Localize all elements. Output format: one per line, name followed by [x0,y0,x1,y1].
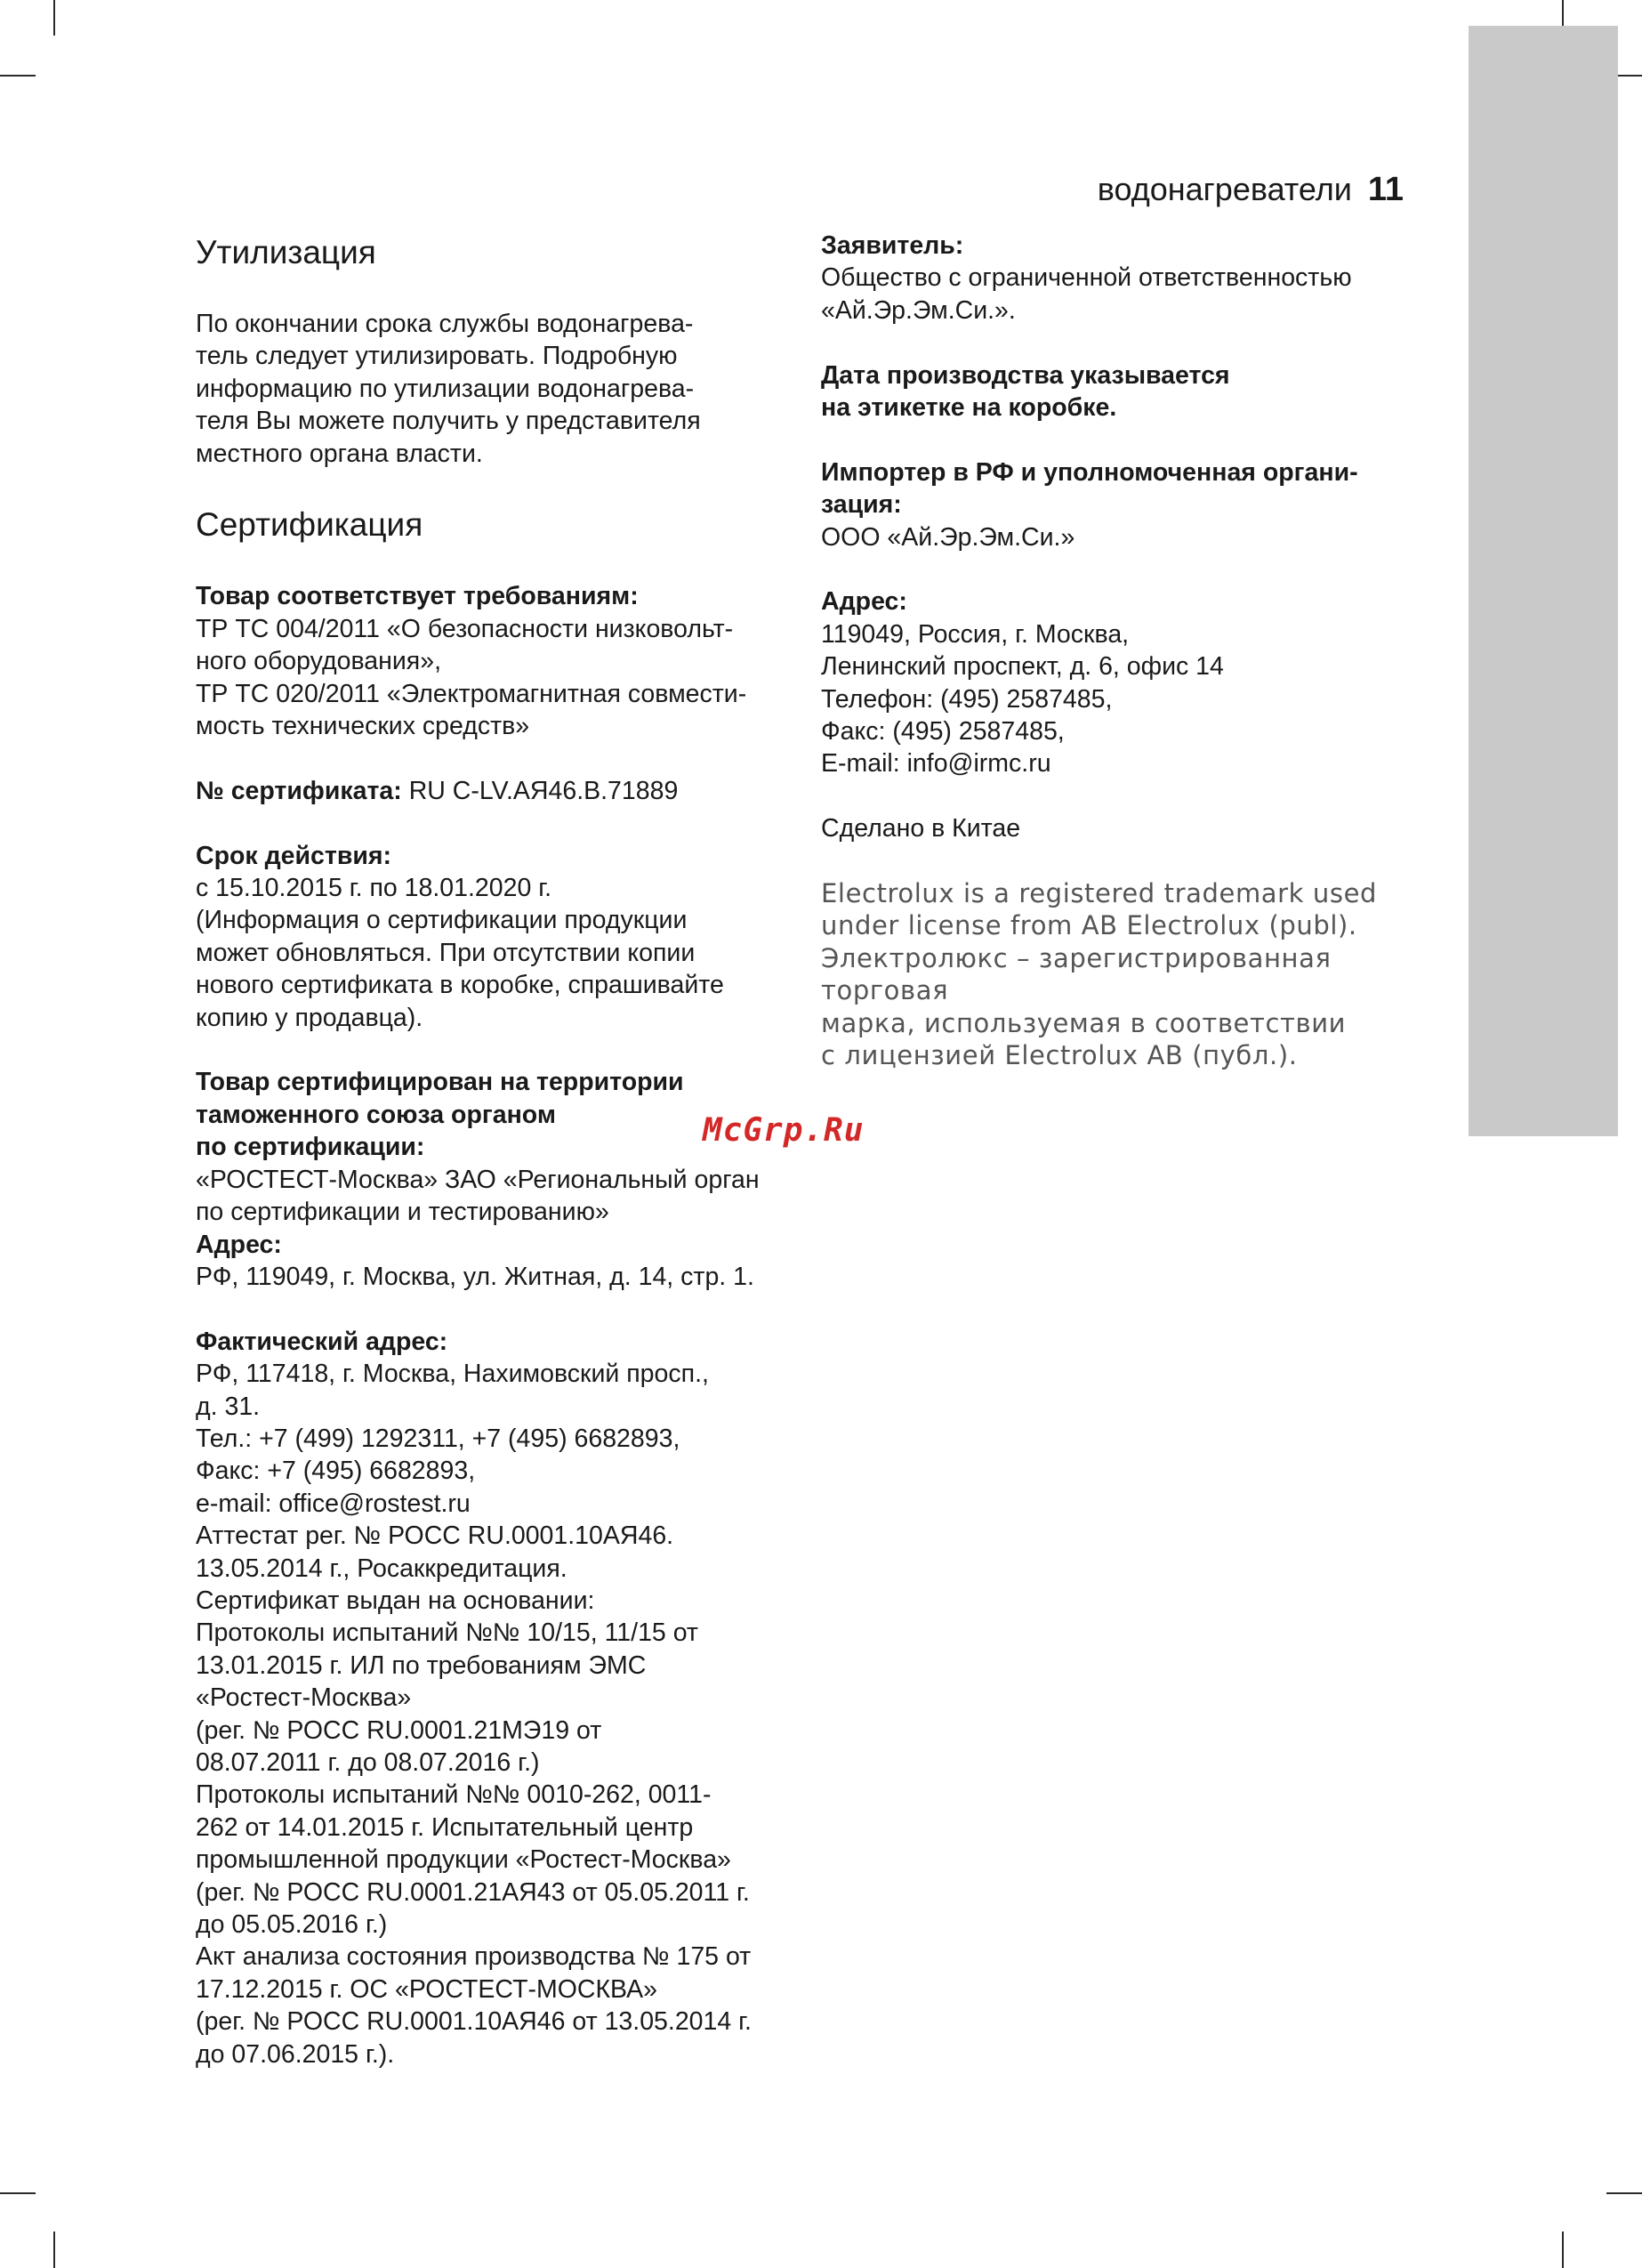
text-line: (рег. № РОСС RU.0001.21МЭ19 от [196,1715,602,1745]
text-line: марка, используемая в соответствии [821,1007,1347,1038]
text-line: Факс: +7 (495) 6682893, [196,1457,476,1486]
text-line: Сертификат выдан на основании: [196,1586,595,1615]
text-line: мость технических средств» [196,712,530,741]
address-title: Адрес: [196,1230,282,1259]
page-header [1098,171,1404,209]
importer-value: ООО «Ай.Эр.Эм.Си.» [821,522,1075,552]
text-line: ТР ТС 004/2011 «О безопасности низковольт- [196,614,734,643]
text-line: (Информация о сертификации продукции [196,906,688,935]
text-line: Аттестат рег. № РОСС RU.0001.10АЯ46. [196,1521,674,1551]
production-date-block [821,359,1435,424]
made-in: Сделано в Китае [821,814,1021,843]
certificate-number [196,775,809,807]
text-line: «Ростест-Москва» [196,1683,412,1713]
certificate-value: RU C-LV.АЯ46.В.71889 [401,776,679,805]
text-line: (рег. № РОСС RU.0001.10АЯ46 от 13.05.2014 г. [196,2007,752,2037]
text-line: копию у продавца). [196,1003,423,1032]
text-line: Факс: (495) 2587485, [821,717,1065,747]
certified-block [196,1066,809,1293]
validity-title: Срок действия: [196,841,392,870]
crop-mark [53,0,55,36]
certified-title-line: Товар сертифицирован на территории [196,1068,684,1097]
text-line: «Ай.Эр.Эм.Си.». [821,295,1016,325]
watermark: McGrp.Ru [703,1112,865,1149]
text-line: Акт анализа состояния производства № 175 от [196,1942,752,1972]
text-line: По окончании срока службы водонагрева- [196,310,694,338]
text-line: тель следует утилизировать. Подробную [196,342,678,371]
chapter-side-tab [1469,26,1618,1136]
crop-mark [0,75,36,77]
text-line: E-mail: info@irmc.ru [821,749,1051,779]
text-line: Телефон: (495) 2587485, [821,684,1113,714]
requirements-title: Товар соответствует требованиям: [196,582,639,611]
certified-title-line: по сертификации: [196,1133,425,1162]
trademark-notice [821,877,1435,1071]
applicant-block [821,230,1435,327]
importer-title-line: зация: [821,490,902,520]
production-date-line: Дата производства указывается [821,360,1230,390]
text-line: 13.01.2015 г. ИЛ по требованиям ЭМС [196,1651,647,1680]
text-line: 119049, Россия, г. Москва, [821,619,1130,649]
applicant-title: Заявитель: [821,231,964,260]
crop-mark [0,2192,36,2194]
text-line: нового сертификата в коробке, спрашивайте [196,971,724,1000]
crop-mark [1606,2192,1642,2194]
heading-certification: Сертификация [196,506,423,544]
text-line: 262 от 14.01.2015 г. Испытательный центр [196,1812,694,1842]
text-line: «РОСТЕСТ-Москва» ЗАО «Региональный орган [196,1165,760,1194]
left-column [196,230,809,2103]
text-line: информацию по утилизации водонагрева- [196,374,695,403]
text-line: Тел.: +7 (499) 1292311, +7 (495) 6682893, [196,1424,680,1453]
crop-mark [53,2232,55,2268]
actual-address-block [196,1326,809,2070]
text-line: до 07.06.2015 г.). [196,2039,395,2069]
text-line: (рег. № РОСС RU.0001.21АЯ43 от 05.05.2011 г. [196,1877,750,1907]
text-line: 17.12.2015 г. ОС «РОСТЕСТ-МОСКВА» [196,1974,657,2004]
text-line: 13.05.2014 г., Росаккредитация. [196,1554,567,1583]
text-line: с лицензией Electrolux AB (публ.). [821,1040,1298,1071]
certified-title-line: таможенного союза органом [196,1100,556,1129]
validity-block [196,840,809,1034]
text-line: Протоколы испытаний №№ 0010-262, 0011- [196,1780,712,1810]
page-number: 11 [1367,171,1404,208]
importer-title-line: Импортер в РФ и уполномоченная органи- [821,457,1358,487]
right-column [821,230,1435,1071]
text-line: может обновляться. При отсутствии копии [196,938,696,967]
header-section-title: водонагреватели [1097,171,1352,207]
certificate-label: № сертификата: [196,776,402,805]
production-date-line: на этикетке на коробке. [821,393,1117,423]
text-line: до 05.05.2016 г.) [196,1910,388,1940]
crop-mark [1562,2232,1564,2268]
text-line: Общество с ограниченной ответственностью [821,263,1352,293]
text-line: д. 31. [196,1392,261,1421]
text-line: местного органа власти. [196,439,483,468]
text-line: теля Вы можете получить у представителя [196,407,701,436]
actual-address-title: Фактический адрес: [196,1327,448,1356]
address-title: Адрес: [821,587,907,617]
text-line: РФ, 119049, г. Москва, ул. Житная, д. 14, стр. 1. [196,1262,754,1291]
text-line: under license from AB Electrolux (publ). [821,910,1357,941]
text-line: ТР ТС 020/2011 «Электромагнитная совмести- [196,679,747,708]
requirements-block [196,580,809,742]
text-line: Electrolux is a registered trademark used [821,878,1378,909]
text-line: Электролюкс – зарегистрированная торговая [821,942,1332,1006]
text-line: промышленной продукции «Ростест-Москва» [196,1845,731,1875]
text-line: по сертификации и тестированию» [196,1198,609,1227]
text-line: Протоколы испытаний №№ 10/15, 11/15 от [196,1618,698,1648]
heading-utilization: Утилизация [196,234,376,270]
text-line: РФ, 117418, г. Москва, Нахимовский просп., [196,1360,709,1389]
utilization-paragraph [196,308,809,470]
text-line: ного оборудования», [196,647,441,676]
text-line: 08.07.2011 г. до 08.07.2016 г.) [196,1747,540,1777]
text-line: e-mail: office@rostest.ru [196,1489,471,1518]
importer-address-block [821,585,1435,779]
importer-block [821,456,1435,553]
text-line: Ленинский проспект, д. 6, офис 14 [821,652,1224,682]
text-line: с 15.10.2015 г. по 18.01.2020 г. [196,874,552,903]
